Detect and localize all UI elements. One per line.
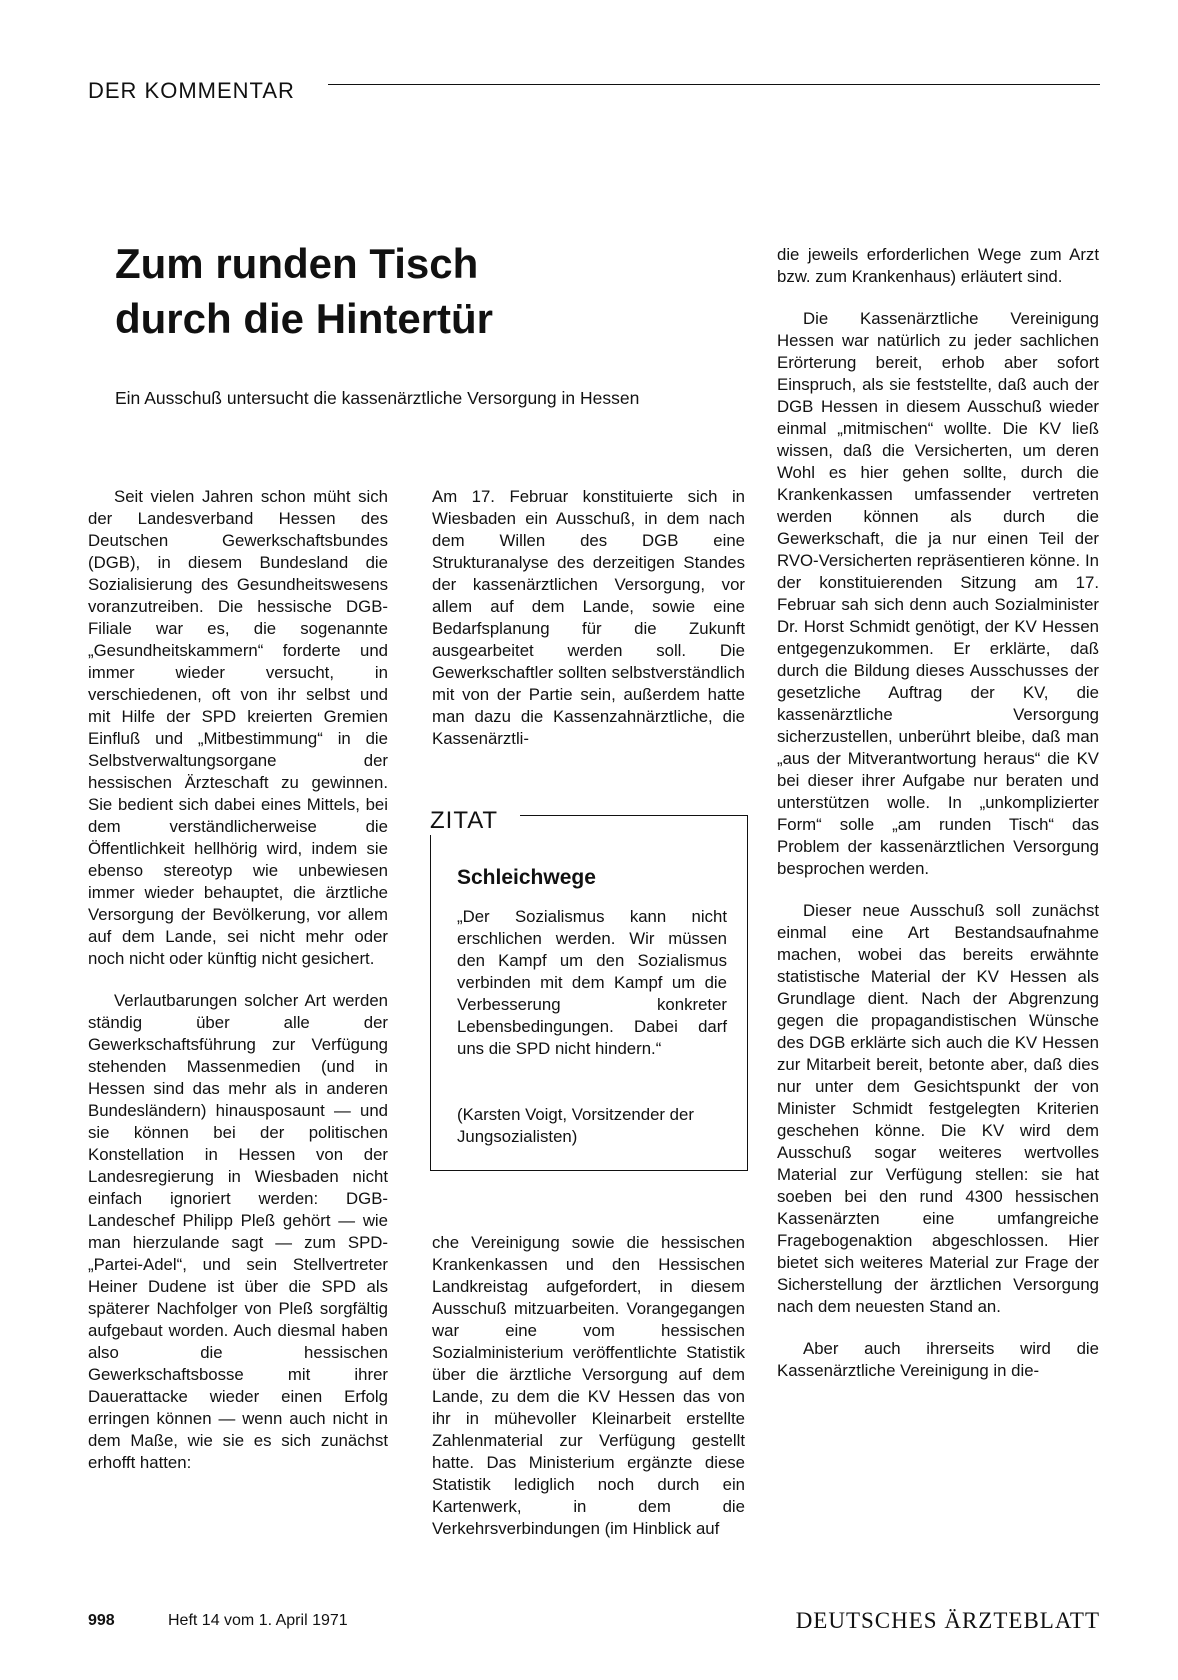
headline-line-2: durch die Hintertür — [115, 295, 494, 342]
article-headline — [115, 236, 635, 346]
paragraph: Dieser neue Ausschuß soll zunächst einmal eine Art Bestandsaufnahme machen, wobei das bereits erwähnte statistische Material der KV Hessen als Grundlage dient. Nach der Abgrenzung gegen die propagandistischen Wünsche des DGB erklärte sich auch die KV Hessen zur Mitarbeit bereit, betonte aber, daß dies nur unter dem Gesichtspunkt der von Minister Schmidt festgelegten Kriterien geschehen könne. Die KV wird dem Ausschuß sogar weiteres wertvolles Material zur Verfügung stellen: sie hat soeben bei den rund 4300 hessischen Kassenärzten eine umfangreiche Fragebogenaktion abgeschlossen. Hier bietet sich weiteres Material zur Frage der Sicherstellung der ärztlichen Versorgung nach dem neuesten Stand an. — [777, 901, 1099, 1316]
quote-source: (Karsten Voigt, Vorsitzender der Jungsozialisten) — [457, 1105, 694, 1146]
paragraph: Aber auch ihrerseits wird die Kassenärztliche Vereinigung in die- — [777, 1339, 1099, 1380]
text-column-2-top — [432, 486, 745, 750]
paragraph: Die Kassenärztliche Vereinigung Hessen war natürlich zu jeder sachlichen Erörterung bereit, erhob aber sofort Einspruch, als sie feststellte, daß auch der DGB Hessen in diesem Ausschuß wieder einmal „mitmischen“ wollte. Die KV ließ wissen, daß die Versicherten, um deren Wohl es hier gehen sollte, durch die Krankenkassen umfassender vertreten werden können als durch die Gewerkschaft, die ja nur einen Teil der RVO-Versicherten repräsentieren könne. In der konstituierenden Sitzung am 17. Februar sah sich denn auch Sozialminister Dr. Horst Schmidt genötigt, der KV Hessen entgegenzukommen. Er erklärte, daß durch die Bildung dieses Ausschusses der gesetzliche Auftrag der KV, die kassenärztliche Versorgung sicherzustellen, unberührt bleibe, daß man „aus der Mitverantwortung heraus“ die KV bei dieser ihrer Aufgabe nur beraten und unterstützen wolle. In „unkomplizierter Form“ solle „am runden Tisch“ das Problem der kassenärztlichen Versorgung besprochen werden. — [777, 309, 1099, 878]
headline-line-1: Zum runden Tisch — [115, 240, 479, 287]
article-subtitle: Ein Ausschuß untersucht die kassenärztliche Versorgung in Hessen — [115, 388, 640, 408]
paragraph: Seit vielen Jahren schon müht sich der Landesverband Hessen des Deutschen Gewerkschaftsbundes (DGB), in diesem Bundesland die Sozialisierung des Gesundheitswesens voranzutreiben. Die hessische DGB-Filiale war es, die sogenannte „Gesundheitskammern“ forderte und immer wieder versucht, in verschiedenen, oft von ihr selbst und mit Hilfe der SPD kreierten Gremien Einfluß und „Mitbestimmung“ in die Selbstverwaltungsorgane der hessischen Ärzteschaft zu gewinnen. Sie bedient sich dabei eines Mittels, bei dem verständlicherweise die Öffentlichkeit hellhörig wird, indem sie ebenso stereotyp wie unbewiesen immer wieder behauptet, die ärztliche Versorgung der Bevölkerung, vor allem auf dem Lande, sei nicht mehr oder noch nicht oder künftig nicht gesichert. — [88, 487, 388, 968]
paragraph: Am 17. Februar konstituierte sich in Wiesbaden ein Ausschuß, in dem nach dem Willen des DGB eine Strukturanalyse des derzeitigen Standes der kassenärztlichen Versorgung, vor allem auf dem Lande, sowie eine Bedarfsplanung für die Zukunft ausgearbeitet werden soll. Die Gewerkschaftler sollten selbstverständlich mit von der Partie sein, außerdem hatte man dazu die Kassenzahnärztliche, die Kassenärztli- — [432, 487, 745, 748]
journal-name: DEUTSCHES ÄRZTEBLATT — [795, 1608, 1100, 1633]
issue-info: Heft 14 vom 1. April 1971 — [168, 1612, 348, 1629]
text-column-3 — [777, 244, 1099, 1382]
quote-title: Schleichwege — [457, 866, 596, 889]
text-column-1 — [88, 486, 388, 1474]
section-label: DER KOMMENTAR — [88, 78, 295, 103]
page-number: 998 — [88, 1612, 115, 1629]
section-rule — [328, 84, 1100, 85]
text-column-2-bottom — [432, 1232, 745, 1540]
paragraph: che Vereinigung sowie die hessischen Krankenkassen und den Hessischen Landkreistag aufgefordert, in diesem Ausschuß mitzuarbeiten. Vorangegangen war eine vom hessischen Sozialministerium veröffentlichte Statistik über die ärztliche Versorgung auf dem Lande, zu dem die KV Hessen das von ihr in mühevoller Kleinarbeit erstellte Zahlenmaterial zur Verfügung gestellt hatte. Das Ministerium ergänzte diese Statistik lediglich noch durch ein Kartenwerk, in dem die Verkehrsverbindungen (im Hinblick auf — [432, 1233, 745, 1538]
quote-label: ZITAT — [430, 807, 506, 835]
paragraph: Verlautbarungen solcher Art werden ständig über alle der Gewerkschaftsführung zur Verfügung stehenden Massenmedien (und in Hessen sind das mehr als in anderen Bundesländern) hinausposaunt — und sie können bei der politischen Konstellation in Hessen von der Landesregierung in Wiesbaden nicht einfach ignoriert werden: DGB-Landeschef Philipp Pleß gehört — wie man hierzulande sagt — zum SPD-„Partei-Adel“, und sein Stellvertreter Heiner Dudene ist über die SPD als späterer Nachfolger von Pleß sorgfältig aufgebaut worden. Auch diesmal haben also die hessischen Gewerkschaftsbosse mit ihrer Dauerattacke wieder einen Erfolg erringen können — wenn auch nicht in dem Maße, wie sie es sich zunächst erhofft hatten: — [88, 991, 388, 1472]
quote-text: „Der Sozialismus kann nicht erschlichen werden. Wir müssen den Kampf um den Sozialismus verbinden mit dem Kampf um die Verbesserung konkreter Lebensbedingungen. Dabei darf uns die SPD nicht hindern.“ — [457, 907, 727, 1058]
quote-box-rule — [520, 815, 748, 816]
paragraph: die jeweils erforderlichen Wege zum Arzt bzw. zum Krankenhaus) erläutert sind. — [777, 245, 1099, 286]
